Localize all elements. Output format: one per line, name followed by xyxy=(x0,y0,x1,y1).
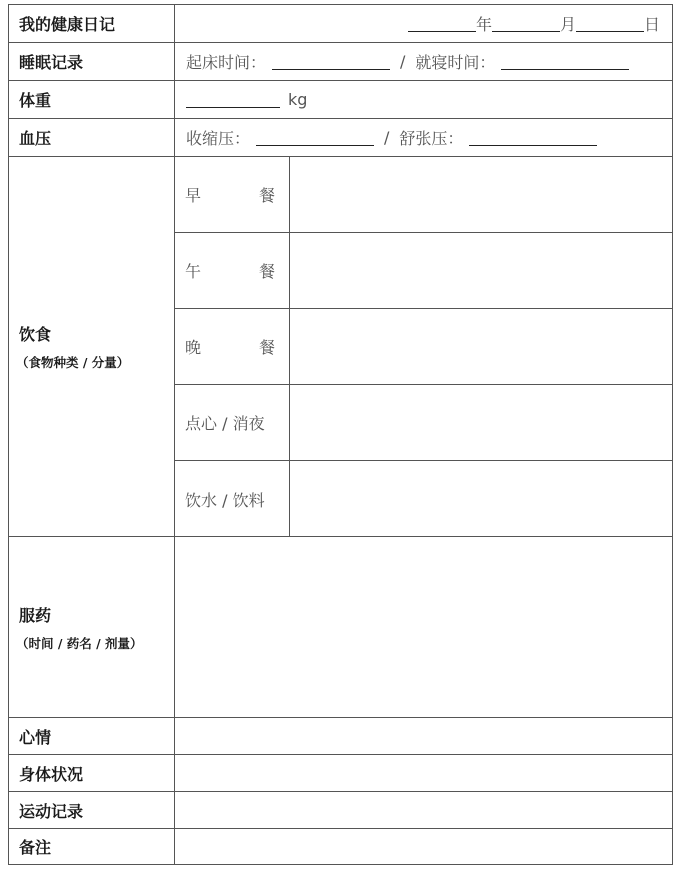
systolic-label: 收缩压： xyxy=(186,129,251,148)
sleep-row xyxy=(9,43,672,81)
drinks-entry[interactable] xyxy=(290,461,672,537)
breakfast-label-a: 早 xyxy=(185,186,202,205)
title-row xyxy=(9,5,672,43)
lunch-label-a: 午 xyxy=(185,262,202,281)
notes-row xyxy=(9,829,672,864)
year-blank[interactable] xyxy=(408,15,476,32)
mood-entry[interactable] xyxy=(175,718,672,754)
medication-sublabel: （时间 / 药名 / 剂量） xyxy=(16,635,143,651)
dinner-label xyxy=(175,309,290,384)
meal-row-drinks xyxy=(175,461,672,537)
bp-label: 血压 xyxy=(9,119,175,156)
weight-unit: kg xyxy=(288,90,308,109)
notes-entry[interactable] xyxy=(175,829,672,864)
exercise-entry[interactable] xyxy=(175,792,672,828)
lunch-entry[interactable] xyxy=(290,233,672,308)
diet-sublabel: （食物种类 / 分量） xyxy=(16,355,130,370)
dinner-label-b: 餐 xyxy=(258,338,275,357)
breakfast-label-b: 餐 xyxy=(258,186,275,205)
systolic-blank[interactable] xyxy=(256,129,374,146)
diet-label: 饮食 xyxy=(19,325,52,344)
meal-row-dinner xyxy=(175,309,672,385)
weight-blank[interactable] xyxy=(186,91,280,108)
exercise-label: 运动记录 xyxy=(9,792,175,828)
health-diary-form xyxy=(8,4,673,865)
dinner-label-a: 晚 xyxy=(185,338,202,357)
month-blank[interactable] xyxy=(492,15,560,32)
day-label: 日 xyxy=(643,15,660,34)
weight-label: 体重 xyxy=(9,81,175,118)
meal-row-snack xyxy=(175,385,672,461)
wake-time-blank[interactable] xyxy=(272,53,390,70)
day-blank[interactable] xyxy=(576,15,644,32)
date-fields xyxy=(175,5,672,42)
diastolic-blank[interactable] xyxy=(469,129,597,146)
diet-label-block xyxy=(9,157,175,536)
meal-row-lunch xyxy=(175,233,672,309)
bed-time-label: 就寝时间： xyxy=(415,53,496,72)
diet-section xyxy=(9,157,672,537)
sleep-label: 睡眠记录 xyxy=(9,43,175,80)
exercise-row xyxy=(9,792,672,829)
body-entry[interactable] xyxy=(175,755,672,791)
weight-fields xyxy=(175,81,672,118)
year-label: 年 xyxy=(475,15,492,34)
weight-row xyxy=(9,81,672,119)
diastolic-label: 舒张压： xyxy=(399,129,464,148)
snack-entry[interactable] xyxy=(290,385,672,460)
body-label: 身体状况 xyxy=(9,755,175,791)
sleep-separator: / xyxy=(400,52,406,71)
bp-separator: / xyxy=(384,128,390,147)
bed-time-blank[interactable] xyxy=(501,53,629,70)
sleep-fields xyxy=(175,43,672,80)
form-title: 我的健康日记 xyxy=(9,5,175,42)
medication-label-block xyxy=(9,537,175,717)
meal-row-breakfast xyxy=(175,157,672,233)
lunch-label-b: 餐 xyxy=(258,262,275,281)
breakfast-label xyxy=(175,157,290,232)
dinner-entry[interactable] xyxy=(290,309,672,384)
mood-row xyxy=(9,718,672,755)
medication-entry[interactable] xyxy=(175,537,672,717)
breakfast-entry[interactable] xyxy=(290,157,672,232)
snack-label: 点心 / 消夜 xyxy=(175,385,290,460)
medication-label: 服药 xyxy=(19,605,52,625)
mood-label: 心情 xyxy=(9,718,175,754)
notes-label: 备注 xyxy=(9,829,175,864)
drinks-label: 饮水 / 饮料 xyxy=(175,461,290,537)
medication-section xyxy=(9,537,672,718)
wake-time-label: 起床时间： xyxy=(186,53,267,72)
month-label: 月 xyxy=(559,15,576,34)
lunch-label xyxy=(175,233,290,308)
bp-fields xyxy=(175,119,672,156)
body-row xyxy=(9,755,672,792)
bp-row xyxy=(9,119,672,157)
